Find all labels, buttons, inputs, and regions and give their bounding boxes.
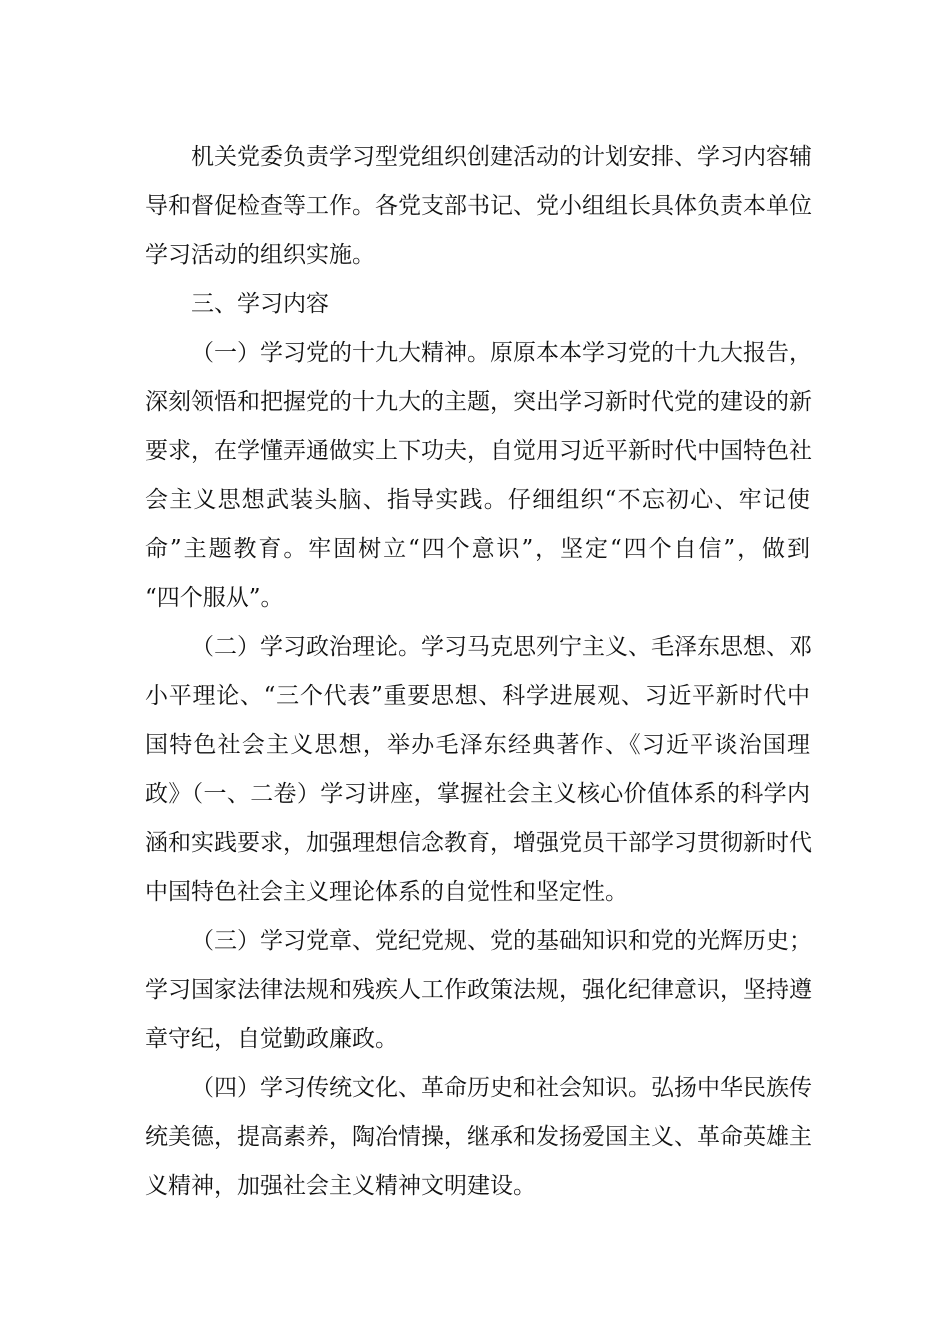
paragraph-item-3 bbox=[145, 917, 810, 1064]
text-line: （一）学习党的十九大精神。原原本本学习党的十九大报告， bbox=[191, 340, 812, 366]
text-line: 学习活动的组织实施。 bbox=[145, 242, 375, 268]
text-line: 小平理论、“三个代表”重要思想、科学进展观、习近平新时代中 bbox=[145, 683, 810, 709]
text-line: 命”主题教育。牢固树立“四个意识”，坚定“四个自信”，做到 bbox=[145, 536, 810, 562]
document-body bbox=[145, 133, 810, 1211]
paragraph-item-1 bbox=[145, 329, 810, 623]
text-line: 政》（一、二卷）学习讲座，掌握社会主义核心价值体系的科学内 bbox=[145, 781, 810, 807]
paragraph-item-2 bbox=[145, 623, 810, 917]
text-line: 导和督促检查等工作。各党支部书记、党小组组长具体负责本单位 bbox=[145, 193, 812, 219]
text-line: （三）学习党章、党纪党规、党的基础知识和党的光辉历史； bbox=[191, 928, 812, 954]
text-line: （四）学习传统文化、革命历史和社会知识。弘扬中华民族传 bbox=[191, 1075, 812, 1101]
paragraph-responsibility bbox=[145, 133, 810, 280]
text-line: 中国特色社会主义理论体系的自觉性和坚定性。 bbox=[145, 879, 628, 905]
section-title: 三、学习内容 bbox=[191, 291, 329, 317]
text-line: 义精神，加强社会主义精神文明建设。 bbox=[145, 1173, 536, 1199]
text-line: 要求，在学懂弄通做实上下功夫，自觉用习近平新时代中国特色社 bbox=[145, 438, 812, 464]
text-line: 章守纪，自觉勤政廉政。 bbox=[145, 1026, 398, 1052]
text-line: 统美德，提高素养，陶冶情操，继承和发扬爱国主义、革命英雄主 bbox=[145, 1124, 812, 1150]
text-line: 深刻领悟和把握党的十九大的主题，突出学习新时代党的建设的新 bbox=[145, 389, 812, 415]
text-line: （二）学习政治理论。学习马克思列宁主义、毛泽东思想、邓 bbox=[191, 634, 812, 660]
text-line: “四个服从”。 bbox=[145, 585, 284, 611]
text-line: 国特色社会主义思想，举办毛泽东经典著作、《习近平谈治国理 bbox=[145, 732, 810, 758]
text-line: 机关党委负责学习型党组织创建活动的计划安排、学习内容辅 bbox=[191, 144, 812, 170]
paragraph-item-4 bbox=[145, 1064, 810, 1211]
text-line: 学习国家法律法规和残疾人工作政策法规，强化纪律意识，坚持遵 bbox=[145, 977, 812, 1003]
section-heading bbox=[145, 280, 810, 329]
text-line: 会主义思想武装头脑、指导实践。仔细组织“不忘初心、牢记使 bbox=[145, 487, 810, 513]
text-line: 涵和实践要求，加强理想信念教育，增强党员干部学习贯彻新时代 bbox=[145, 830, 812, 856]
